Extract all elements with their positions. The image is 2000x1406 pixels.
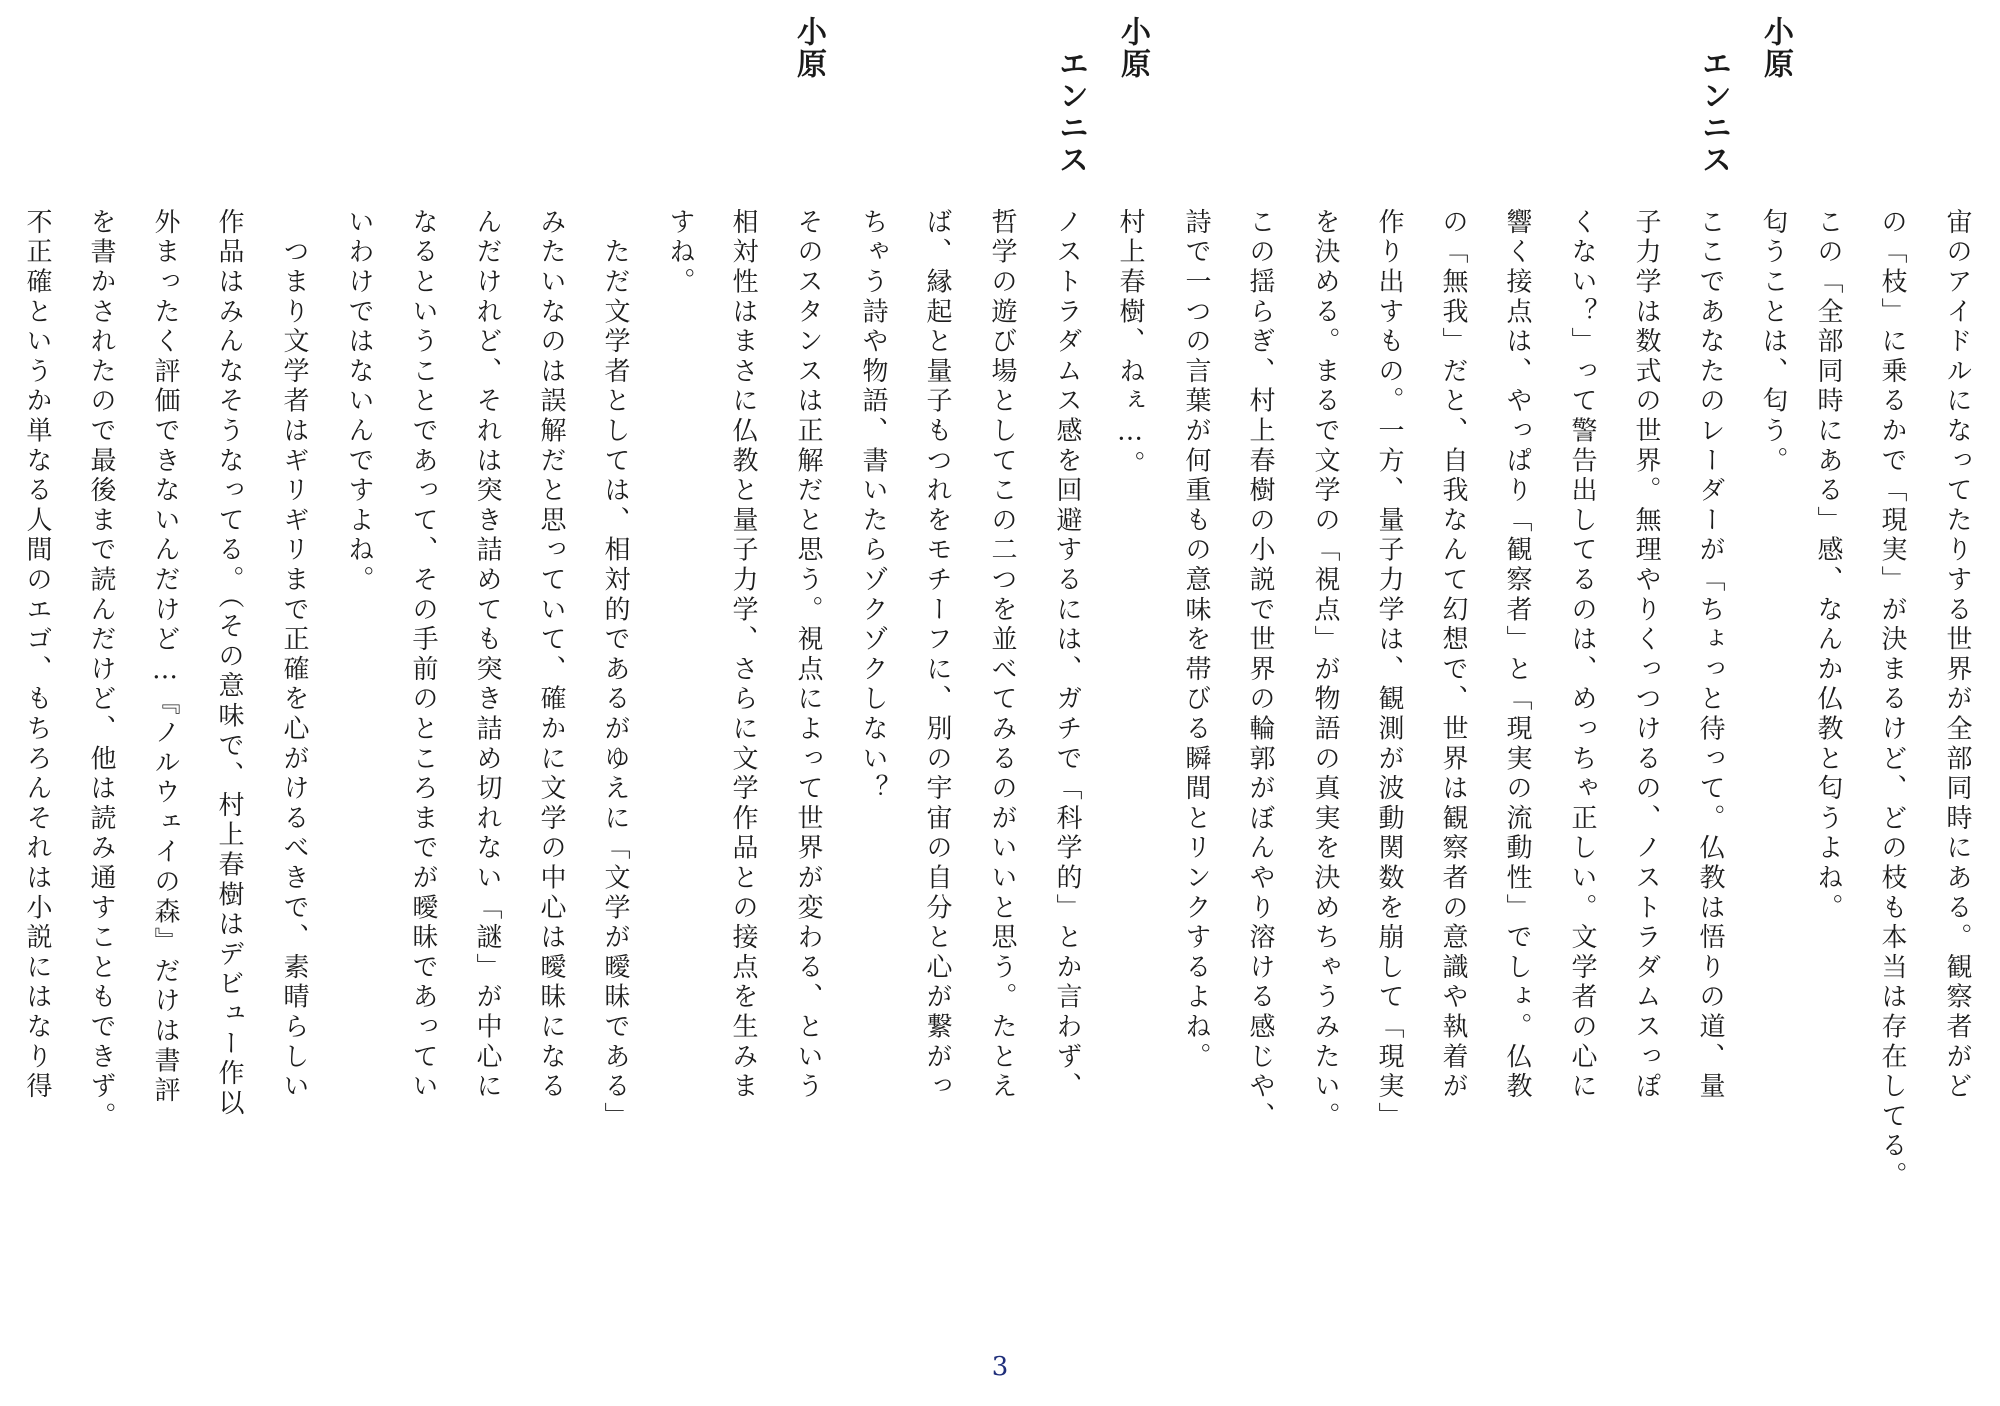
page-number: 3 (991, 1352, 1009, 1382)
text-line: つまり文学者はギリギリまで正確を心がけるべきで、素晴らしい (279, 208, 309, 1102)
text-line: ここであなたのレーダーが「ちょっと待って。仏教は悟りの道、量 (1695, 208, 1725, 1102)
text-line: この揺らぎ、村上春樹の小説で世界の輪郭がぼんやり溶ける感じや、 (1245, 208, 1275, 1132)
text-line: いわけではないんですよね。 (344, 208, 374, 596)
text-line: の「無我」だと、自我なんて幻想で、世界は観察者の意識や執着が (1438, 208, 1468, 1102)
text-line: 哲学の遊び場としてこの二つを並べてみるのがいいと思う。たとえ (987, 208, 1017, 1102)
text-line: ちゃう詩や物語、書いたらゾクゾクしない？ (858, 208, 888, 804)
text-line: 匂うことは、匂う。 (1758, 208, 1788, 477)
text-line: 響く接点は、やっぱり「観察者」と「現実の流動性」でしょ。仏教 (1502, 208, 1532, 1102)
text-line: この「全部同時にある」感、なんか仏教と匂うよね。 (1813, 208, 1843, 924)
text-line: 宙のアイドルになってたりする世界が全部同時にある。観察者がど (1942, 208, 1972, 1102)
speaker-ennis: エンニス (1696, 48, 1731, 176)
text-line: 詩で一つの言葉が何重もの意味を帯びる瞬間とリンクするよね。 (1181, 208, 1211, 1073)
text-line: みたいなのは誤解だと思っていて、確かに文学の中心は曖昧になる (536, 208, 566, 1102)
text-line: なるということであって、その手前のところまでが曖昧であってい (408, 208, 438, 1102)
text-line: ただ文学者としては、相対的であるがゆえに「文学が曖昧である」 (600, 208, 630, 1132)
text-line: くない？」って警告出してるのは、めっちゃ正しい。文学者の心に (1567, 208, 1597, 1102)
text-line: 作品はみんなそうなってる。（その意味で、村上春樹はデビュー作以 (214, 208, 244, 1119)
text-line: ば、縁起と量子もつれをモチーフに、別の宇宙の自分と心が繋がっ (922, 208, 952, 1102)
text-line: 不正確というか単なる人間のエゴ、もちろんそれは小説にはなり得 (22, 208, 52, 1102)
text-line: 子力学は数式の世界。無理やりくっつけるの、ノストラダムスっぽ (1631, 208, 1661, 1102)
text-line: 外まったく評価できないんだけど…『ノルウェイの森』だけは書評 (150, 208, 180, 1106)
speaker-ennis: エンニス (1053, 48, 1088, 176)
text-line: すね。 (665, 208, 695, 298)
text-line: 作り出すもの。一方、量子力学は、観測が波動関数を崩して「現実」 (1374, 208, 1404, 1132)
text-line: を書かされたので最後まで読んだけど、他は読み通すこともできず。 (86, 208, 116, 1132)
text-line: 相対性はまさに仏教と量子力学、さらに文学作品との接点を生みま (728, 208, 758, 1102)
text-line: を決める。まるで文学の「視点」が物語の真実を決めちゃうみたい。 (1310, 208, 1340, 1132)
speaker-obara: 小原 (791, 16, 826, 80)
text-line: そのスタンスは正解だと思う。視点によって世界が変わる、という (793, 208, 823, 1102)
text-line: ノストラダムス感を回避するには、ガチで「科学的」とか言わず、 (1052, 208, 1082, 1102)
speaker-obara: 小原 (1758, 16, 1793, 80)
text-line: 村上春樹、ねぇ…。 (1115, 208, 1145, 481)
text-line: の「枝」に乗るかで「現実」が決まるけど、どの枝も本当は存在してる。 (1877, 208, 1907, 1192)
text-line: んだけれど、それは突き詰めても突き詰め切れない「謎」が中心に (472, 208, 502, 1102)
speaker-obara: 小原 (1115, 16, 1150, 80)
